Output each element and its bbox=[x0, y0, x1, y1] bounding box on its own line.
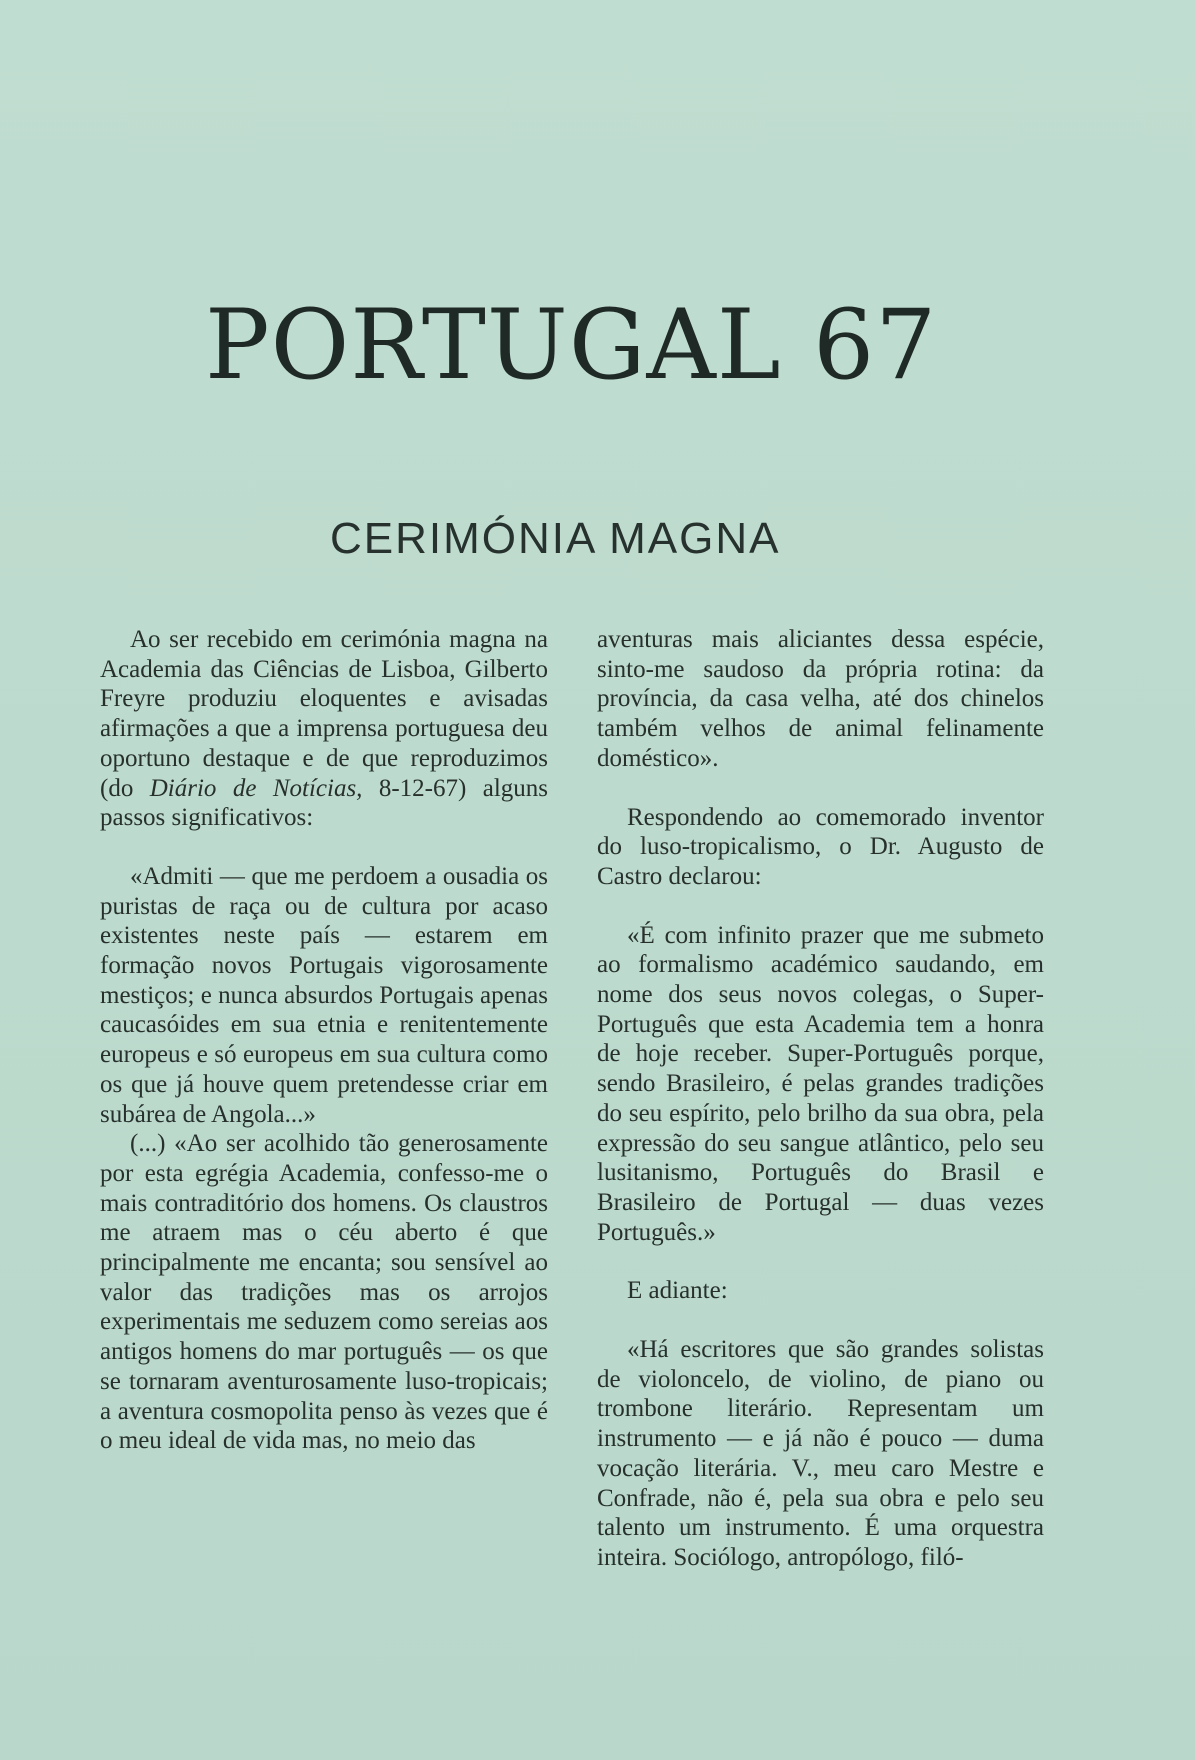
transition-text: E adiante: bbox=[627, 1277, 728, 1305]
castro-quote-1: «É com infinito prazer que me submeto ao formalismo académico saudando, em nome dos seus novos colegas, o Super-Português que esta Academia tem a honra de hoje receber. Super-Português porque, sendo Brasileiro, é pelas grandes tradições do seu espírito, pelo brilho da sua obra, pela expressão do seu sangue atlântico, pelo seu lusitanismo, Português do Brasil e Brasileiro de Portugal — duas vezes Português.» bbox=[597, 921, 1044, 1246]
castro-intro: Respondendo ao comemorado inventor do luso-tropicalismo, o Dr. Augusto de Castro declarou: bbox=[597, 803, 1044, 890]
intro-paragraph bbox=[100, 625, 548, 833]
intro-text-a: Ao ser recebido em cerimónia magna na Academia das Ciências de Lisboa, Gilberto Freyre produziu eloquentes e avisadas afirmações a que a imprensa portuguesa deu oportuno destaque e de que reproduzimos (do bbox=[100, 626, 548, 802]
freyre-quote-continued: aventuras mais aliciantes dessa espécie, sinto-me saudoso da própria rotina: da província, da casa velha, até dos chinelos também velhos de animal felinamente doméstico». bbox=[597, 626, 1044, 772]
left-column bbox=[100, 625, 548, 1456]
castro-quote-2: «Há escritores que são grandes solistas de violoncelo, de violino, de piano ou trombone literário. Representam um instrumento — e já não é pouco — duma vocação literária. V., meu caro Mestre e Confrade, não é, pela sua obra e pelo seu talento um instrumento. É uma orquestra inteira. Sociólogo, antropólogo, filó- bbox=[597, 1336, 1044, 1571]
right-column bbox=[597, 625, 1044, 1573]
intro-text-b: 8-12-67) alguns passos significativos: bbox=[100, 774, 549, 832]
source-citation: Diário de Notícias, bbox=[149, 774, 363, 802]
freyre-quote-1: «Admiti — que me perdoem a ousadia os puristas de raça ou de cultura por acaso existentes neste país — estarem em formação novos Portugais vigorosamente mestiços; e nunca absurdos Portugais apenas caucasóides em sua etnia e renitentemente europeus e só europeus em sua cultura como os que já houve quem pretendesse criar em subárea de Angola...» bbox=[100, 862, 548, 1128]
article-title: PORTUGAL 67 bbox=[205, 289, 938, 401]
freyre-quote-2: (...) «Ao ser acolhido tão generosamente por esta egrégia Academia, confesso-me o mais contraditório dos homens. Os claustros me atraem mas o céu aberto é que principalmente me encanta; sou sensível ao valor das tradições mas os arrojos experimentais me seduzem como sereias aos antigos homens do mar português — os que se tornaram aventurosamente luso-tropicais; a aventura cosmopolita penso às vezes que é o meu ideal de vida mas, no meio das bbox=[100, 1130, 548, 1455]
article-subtitle: CERIMÓNIA MAGNA bbox=[330, 514, 781, 563]
